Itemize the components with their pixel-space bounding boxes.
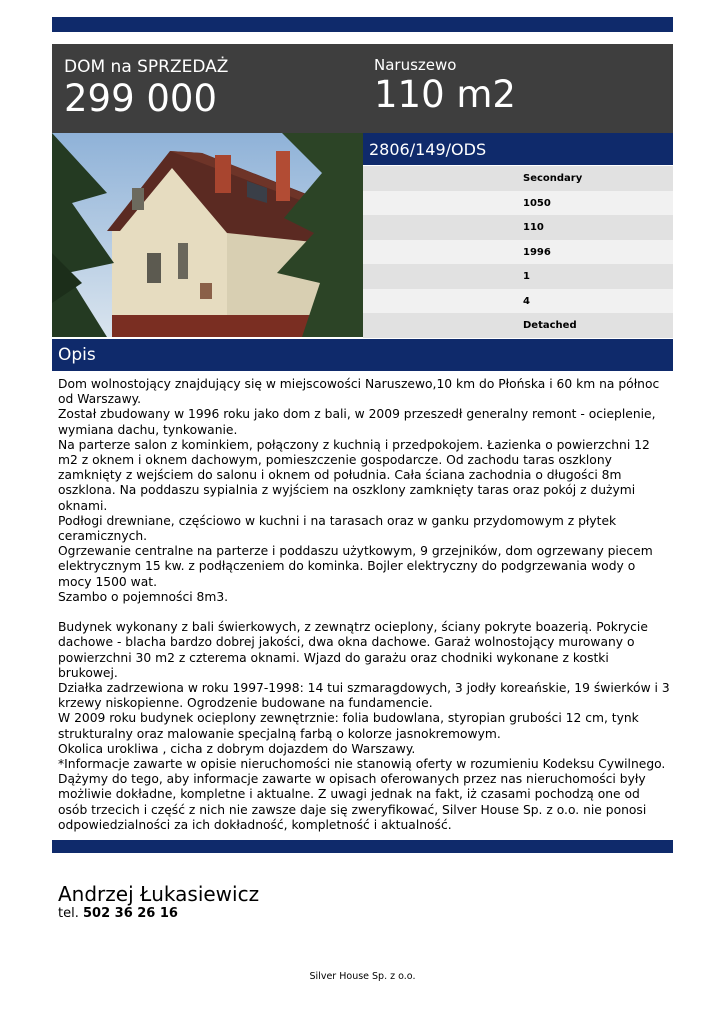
listing-header xyxy=(52,44,673,133)
offer-type: DOM na SPRZEDAŻ xyxy=(64,57,229,77)
property-photo xyxy=(52,133,363,337)
top-accent-bar xyxy=(52,17,673,32)
bottom-accent-bar xyxy=(52,840,673,853)
phone-number: 502 36 26 16 xyxy=(82,906,178,921)
details-table xyxy=(363,166,673,338)
detail-value: 110 xyxy=(523,222,544,233)
detail-value: 1050 xyxy=(523,197,551,209)
detail-row xyxy=(363,215,673,240)
detail-value: 4 xyxy=(523,295,530,307)
detail-row xyxy=(363,166,673,191)
location: Naruszewo xyxy=(374,56,457,74)
detail-row xyxy=(363,191,673,216)
agent-name: Andrzej Łukasiewicz xyxy=(58,882,260,906)
detail-value: Secondary xyxy=(523,173,583,184)
detail-row xyxy=(363,289,673,314)
description-body xyxy=(58,377,670,833)
detail-value: Detached xyxy=(523,320,577,331)
detail-row xyxy=(363,313,673,338)
description-paragraph: Dom wolnostojący znajdujący się w miejscowości Naruszewo,10 km do Płońska i 60 km na północ od Warszawy. Został zbudowany w 1996 roku jako dom z bali, w 2009 przeszedł generalny remont - ocieplenie, wymiana dachu, tynkowanie. Na parterze salon z kominkiem, połączony z kuchnią i przedpokojem. Łazienka o powierzchni 12 m2 z oknem i oknem dachowym, pomieszczenie gospodarcze. Od zachodu taras oszklony zamknięty z wejściem do salonu i oknem od południa. Cała ściana zachodnia o długości 8m oszklona. Na poddaszu sypialnia z wyjściem na oszklony zamknięty taras oraz pokój z dużymi oknami. Podłogi drewniane, częściowo w kuchni i na tarasach oraz w ganku przydomowym z płytek ceramicznych. Ogrzewanie centralne na parterze i poddaszu użytkowym, 9 grzejników, dom ogrzewany piecem elektrycznym 15 kw. z podłączeniem do kominka. Bojler elektryczny do podgrzewania wody o mocy 1500 wat. Szambo o pojemności 8m3. xyxy=(58,377,660,604)
detail-row xyxy=(363,240,673,265)
agent-phone xyxy=(58,906,178,921)
description-header xyxy=(52,339,673,371)
detail-value: 1996 xyxy=(523,246,551,258)
reference-code: 2806/149/ODS xyxy=(369,140,487,159)
area: 110 m2 xyxy=(374,73,516,116)
detail-value: 1 xyxy=(523,271,530,282)
reference-bar xyxy=(363,133,673,165)
price: 299 000 xyxy=(64,77,218,120)
phone-label: tel. xyxy=(58,906,79,921)
footer-company: Silver House Sp. z o.o. xyxy=(309,971,416,982)
description-title: Opis xyxy=(58,345,96,365)
detail-row xyxy=(363,264,673,289)
description-paragraph: Budynek wykonany z bali świerkowych, z zewnątrz ocieplony, ściany pokryte boazerią. Pokrycie dachowe - blacha bardzo dobrej jakości, dwa okna dachowe. Garaż wolnostojący murowany o powierzchni 30 m2 z czterema oknami. Wjazd do garażu oraz chodniki wykonane z kostki brukowej. Działka zadrzewiona w roku 1997-1998: 14 tui szmaragdowych, 3 jodły koreańskie, 19 świerków i 3 krzewy niskopienne. Ogrodzenie budowane na fundamencie. W 2009 roku budynek ocieplony zewnętrznie: folia budowlana, styropian grubości 12 cm, tynk strukturalny oraz malowanie specjalną farbą o kolorze jasnokremowym. Okolica urokliwa , cicha z dobrym dojazdem do Warszawy. *Informacje zawarte w opisie nieruchomości nie stanowią oferty w rozumieniu Kodeksu Cywilnego. Dążymy do tego, aby informacje zawarte w opisach oferowanych przez nas nieruchomości były możliwie dokładne, kompletne i aktualne. Z uwagi jednak na fakt, iż czasami pochodzą one od osób trzecich i część z nich nie zawsze daje się zweryfikować, Silver House Sp. z o.o. nie ponosi odpowiedzialności za ich dokładność, kompletność i aktualność. xyxy=(58,620,670,832)
